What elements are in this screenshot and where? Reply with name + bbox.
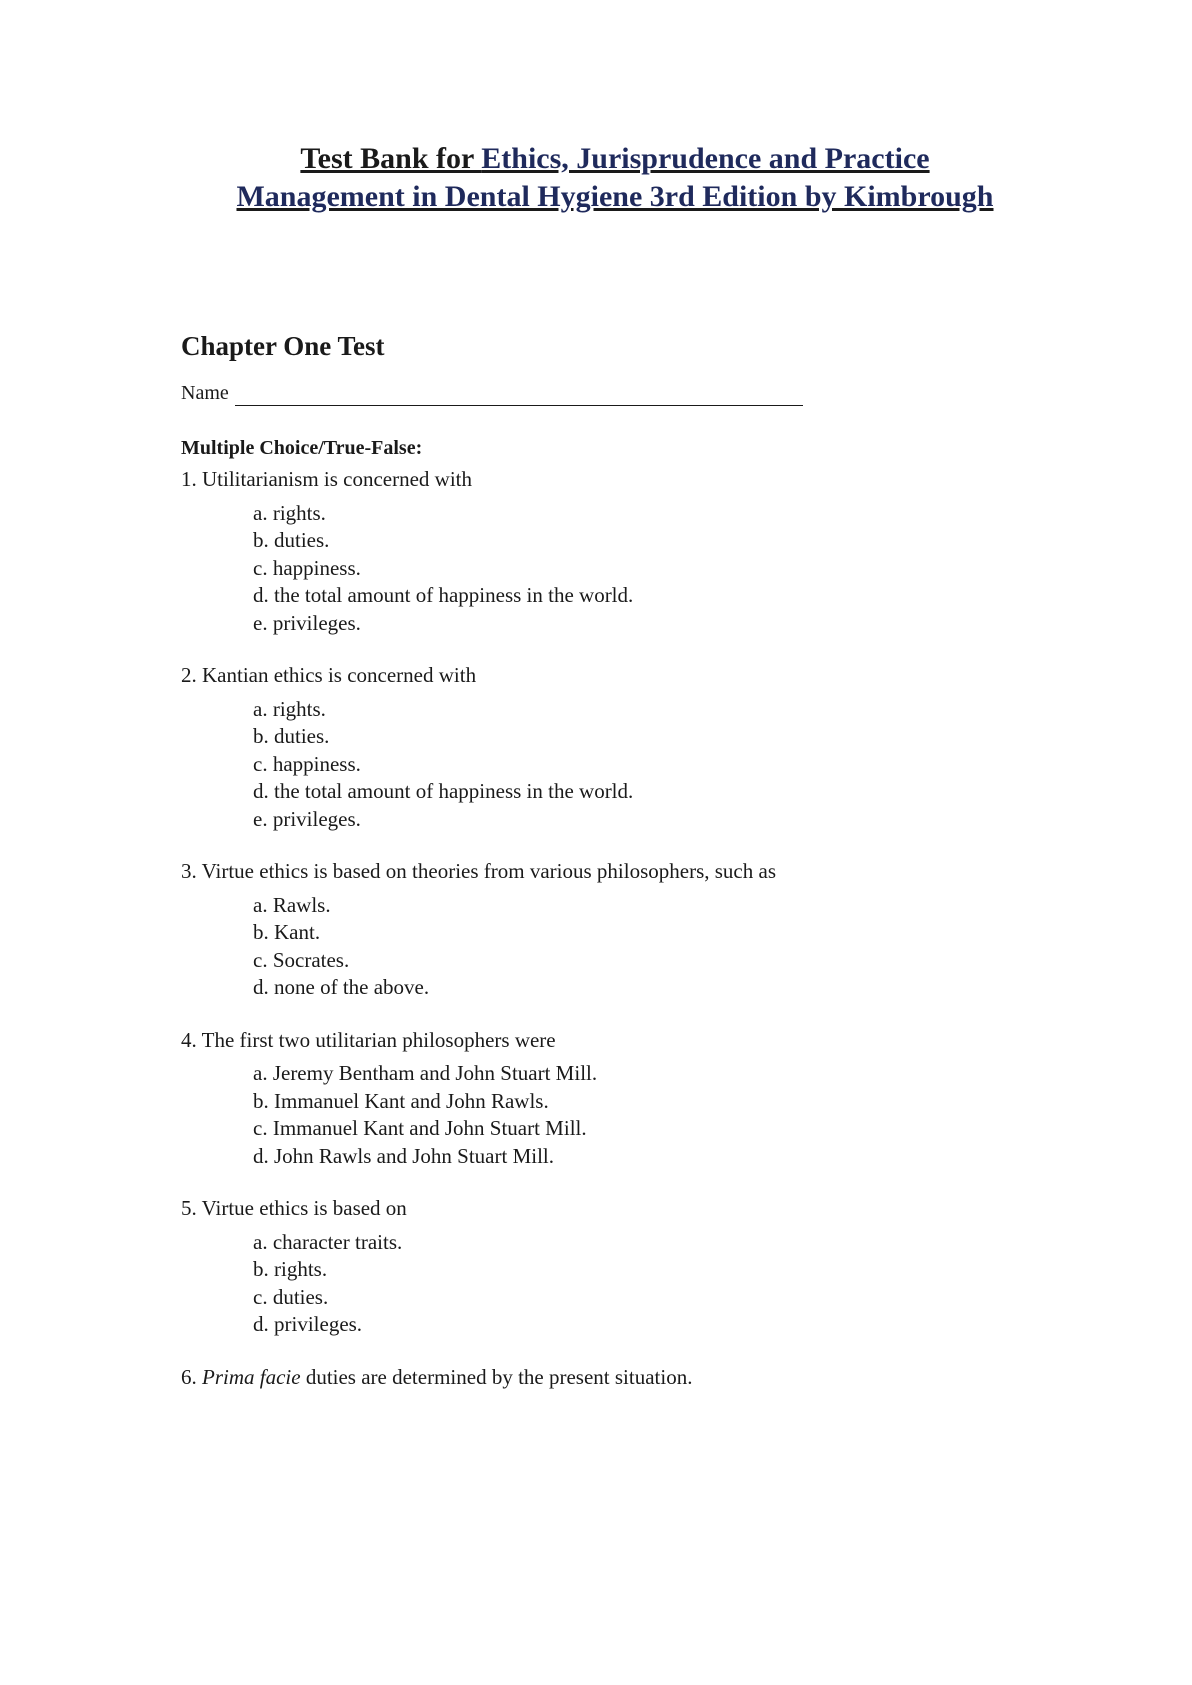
option-list	[181, 1060, 1141, 1170]
answer-option: b. rights.	[253, 1257, 328, 1281]
answer-option: e. privileges.	[253, 806, 361, 831]
option-list	[181, 696, 1141, 834]
answer-option: c. Immanuel Kant and John Stuart Mill.	[253, 1116, 587, 1140]
document-title	[0, 140, 1192, 216]
question-stem	[181, 1364, 1141, 1392]
question-2	[181, 662, 1141, 833]
option-list	[181, 892, 1141, 1002]
answer-option: c. Socrates.	[253, 947, 350, 972]
answer-option: d. the total amount of happiness in the world.	[253, 779, 634, 803]
answer-option: b. duties.	[253, 528, 330, 552]
answer-option: b. Kant.	[253, 920, 321, 944]
answer-option: c. happiness.	[253, 751, 361, 776]
chapter-heading: Chapter One Test	[181, 331, 385, 361]
book-title-link-line-1[interactable]: Ethics, Jurisprudence and Practice	[481, 142, 930, 175]
answer-option: d. privileges.	[253, 1312, 363, 1336]
answer-option: e. privileges.	[253, 610, 361, 635]
answer-option: a. character traits.	[253, 1229, 403, 1254]
answer-option: a. rights.	[253, 696, 326, 721]
section-heading: Multiple Choice/True-False:	[181, 437, 423, 459]
question-stem: 5. Virtue ethics is based on	[181, 1196, 407, 1220]
question-text: duties are determined by the present situation.	[300, 1364, 693, 1389]
name-field-row	[181, 380, 803, 406]
question-6	[181, 1364, 1141, 1392]
question-5	[181, 1195, 1141, 1339]
answer-option: c. duties.	[253, 1284, 329, 1309]
answer-option: d. John Rawls and John Stuart Mill.	[253, 1143, 555, 1168]
answer-option: a. Rawls.	[253, 892, 331, 917]
option-list	[181, 500, 1141, 638]
answer-option: c. happiness.	[253, 555, 361, 580]
option-list	[181, 1229, 1141, 1339]
question-list	[181, 466, 1141, 1416]
question-stem: 1. Utilitarianism is concerned with	[181, 467, 473, 491]
question-stem: 2. Kantian ethics is concerned with	[181, 663, 477, 687]
name-label: Name	[181, 382, 229, 404]
answer-option: b. duties.	[253, 724, 330, 748]
answer-option: a. Jeremy Bentham and John Stuart Mill.	[253, 1061, 598, 1085]
question-4	[181, 1027, 1141, 1171]
italic-term: Prima facie	[202, 1364, 301, 1389]
question-1	[181, 466, 1141, 637]
question-stem: 3. Virtue ethics is based on theories from various philosophers, such as	[181, 859, 776, 883]
answer-option: d. the total amount of happiness in the world.	[253, 583, 634, 607]
question-3	[181, 858, 1141, 1002]
question-number: 6.	[181, 1364, 202, 1389]
title-prefix: Test Bank for	[300, 142, 482, 175]
book-title-link-line-2[interactable]: Management in Dental Hygiene 3rd Edition by Kimbrough	[236, 180, 994, 213]
question-stem: 4. The first two utilitarian philosophers were	[181, 1027, 556, 1052]
answer-option: b. Immanuel Kant and John Rawls.	[253, 1088, 549, 1113]
answer-option: d. none of the above.	[253, 975, 430, 999]
name-blank-line	[235, 383, 803, 406]
answer-option: a. rights.	[253, 500, 326, 525]
